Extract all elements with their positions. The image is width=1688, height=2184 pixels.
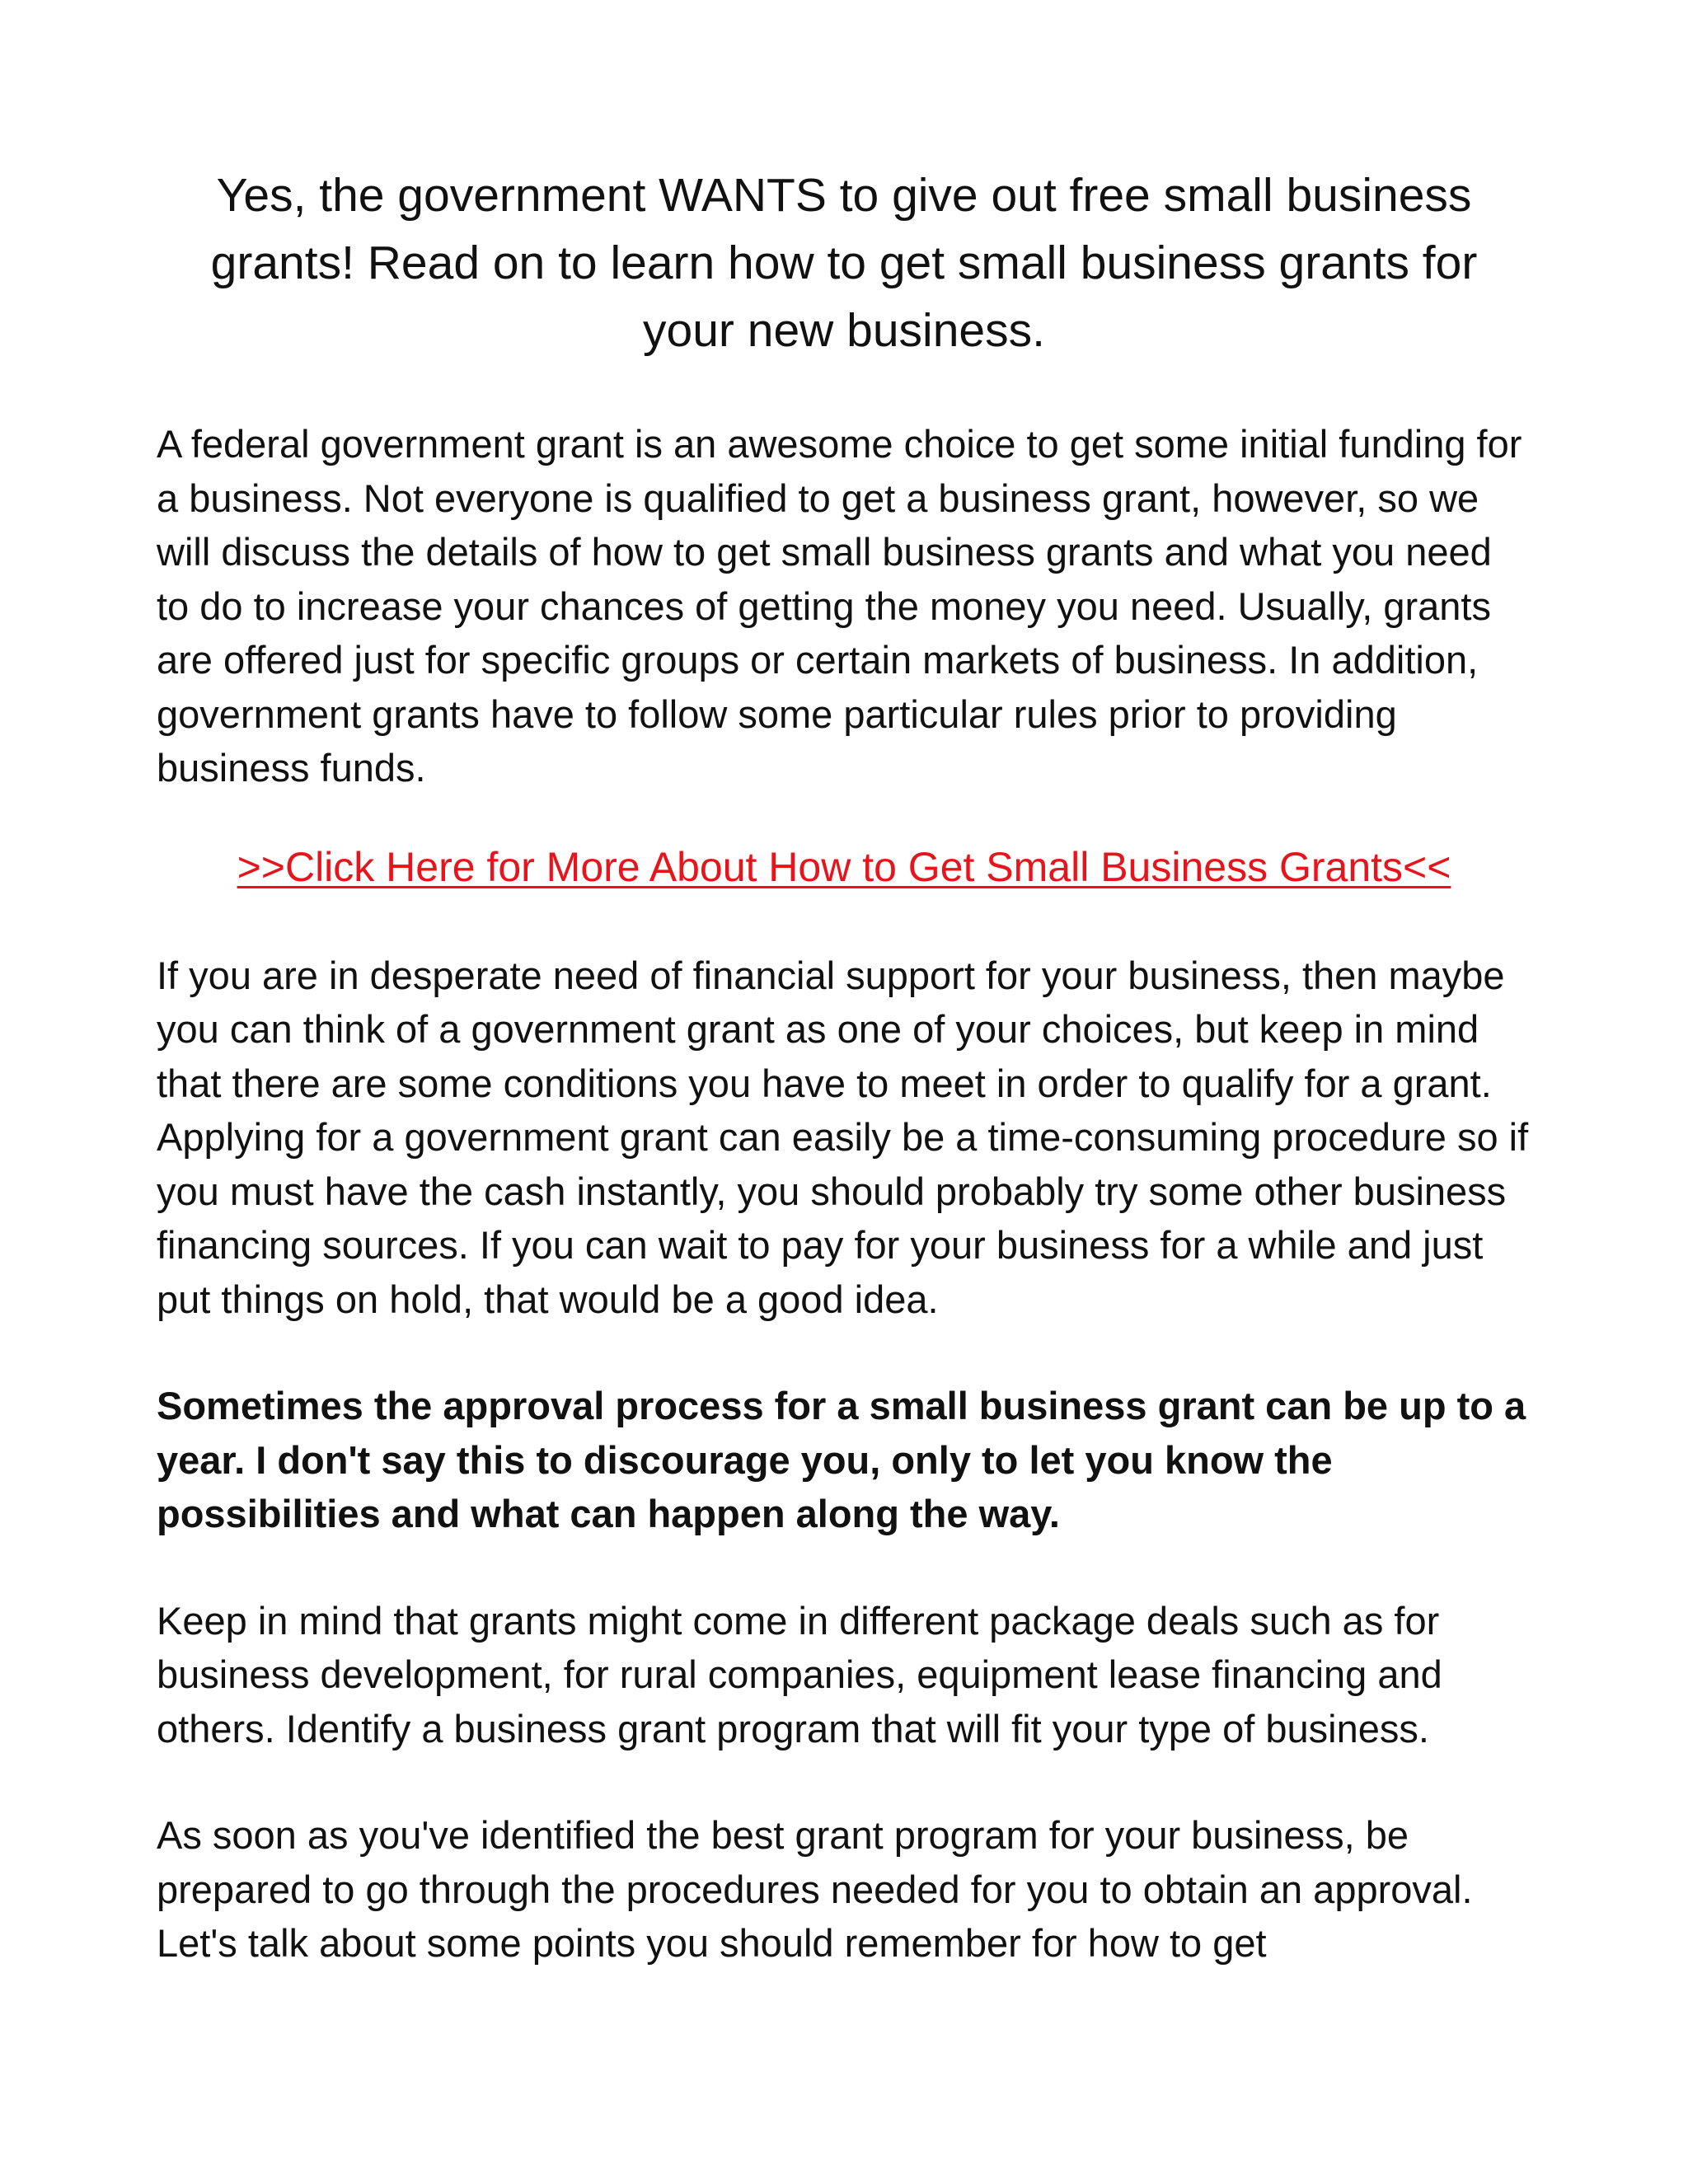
- page-headline: Yes, the government WANTS to give out free small business grants! Read on to learn how to get small business grants for your new business.: [210, 169, 1478, 357]
- grant-packages-paragraph: Keep in mind that grants might come in different package deals such as for business development, for rural companies, equipment lease financing and others. Identify a business grant program that will fit your type of business.: [157, 1598, 1442, 1750]
- intro-paragraph: A federal government grant is an awesome choice to get some initial funding for a business. Not everyone is qualified to get a business grant, however, so we will discuss the details of how to get small business grants and what you need to do to increase your chances of getting the money you need. Usually, grants are offered just for specific groups or certain markets of business. In addition, government grants have to follow some particular rules prior to providing business funds.: [157, 422, 1522, 790]
- grants-info-link[interactable]: >>Click Here for More About How to Get Small Business Grants<<: [237, 843, 1451, 890]
- cta-container: [157, 838, 1531, 896]
- approval-procedures-paragraph: As soon as you've identified the best grant program for your business, be prepared to go through the procedures needed for you to obtain an approval. Let's talk about some points you should remember for how to get: [157, 1813, 1473, 1965]
- approval-process-paragraph: Sometimes the approval process for a small business grant can be up to a year. I don't say this to discourage you, only to let you know the possibilities and what can happen along the way.: [157, 1384, 1526, 1535]
- financial-support-paragraph: If you are in desperate need of financial support for your business, then maybe you can think of a government grant as one of your choices, but keep in mind that there are some conditions you have to meet in order to qualify for a grant. Applying for a government grant can easily be a time-consuming procedure so if you must have the cash instantly, you should probably try some other business financing sources. If you can wait to pay for your business for a while and just put things on hold, that would be a good idea.: [157, 953, 1529, 1321]
